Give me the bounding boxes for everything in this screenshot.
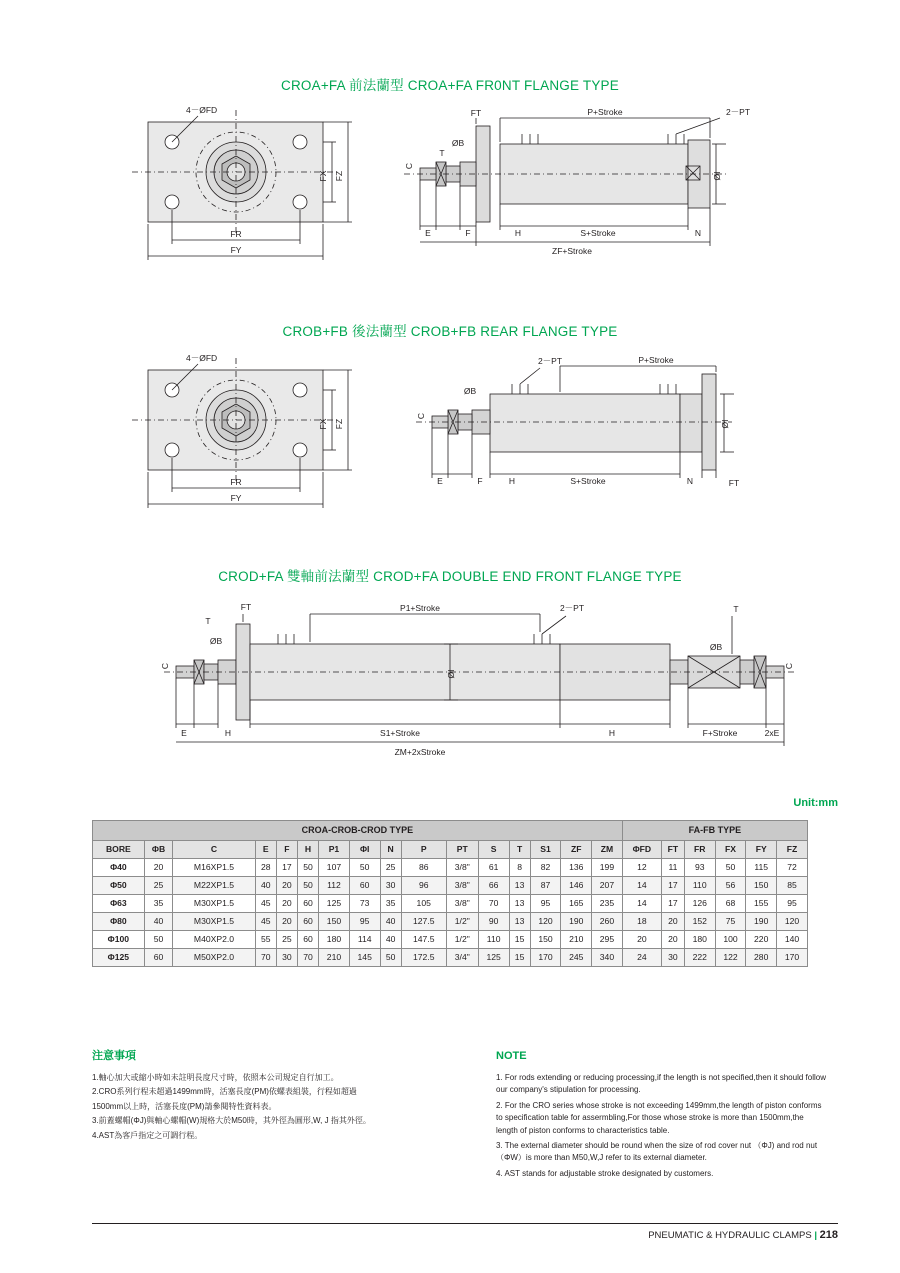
table-cell: Φ80 (93, 913, 145, 931)
col-header: N (380, 841, 401, 859)
table-cell: 60 (297, 913, 318, 931)
table-cell: 170 (530, 949, 561, 967)
table-cell: 95 (530, 895, 561, 913)
svg-text:T: T (733, 604, 739, 614)
table-cell: 1/2" (446, 931, 478, 949)
table-cell: 145 (349, 949, 380, 967)
page-footer (92, 1223, 838, 1241)
svg-text:F+Stroke: F+Stroke (702, 728, 738, 738)
col-header: FT (661, 841, 684, 859)
table-cell: 127.5 (401, 913, 446, 931)
table-cell: 50 (297, 877, 318, 895)
table-cell: 245 (561, 949, 592, 967)
note-line: 2.CRO系列行程未超過1499mm時，活塞長度(PM)依螺表組裝，行程如超過 (92, 1087, 357, 1097)
table-cell: 125 (478, 949, 509, 967)
table-cell: 20 (622, 931, 661, 949)
table-cell: Φ100 (93, 931, 145, 949)
table-cell: 50 (297, 859, 318, 877)
table-cell: M40XP2.0 (173, 931, 255, 949)
svg-text:FZ: FZ (334, 418, 344, 430)
table-cell: 17 (276, 859, 297, 877)
svg-text:F: F (477, 476, 483, 486)
col-header: C (173, 841, 255, 859)
table-header-row (93, 841, 808, 859)
table-cell: 61 (478, 859, 509, 877)
drawing-crob-fb (120, 352, 820, 517)
svg-text:ØB: ØB (209, 636, 223, 646)
table-cell: M30XP1.5 (173, 895, 255, 913)
svg-text:2－PT: 2－PT (725, 107, 751, 117)
table-cell: 114 (349, 931, 380, 949)
table-cell: 146 (561, 877, 592, 895)
unit-label: Unit:mm (793, 797, 838, 809)
notes-english (496, 1048, 826, 1183)
svg-text:ØB: ØB (463, 386, 477, 396)
svg-text:2－PT: 2－PT (537, 356, 563, 366)
table-cell: 35 (380, 895, 401, 913)
table-cell: 20 (276, 913, 297, 931)
table-cell: 14 (622, 895, 661, 913)
table-cell: 280 (746, 949, 777, 967)
note-line: 1500mm以上時，活塞長度(PM)請參閱特性資料表。 (92, 1101, 277, 1111)
table-cell: 15 (509, 949, 530, 967)
table-row (93, 949, 808, 967)
col-header: S1 (530, 841, 561, 859)
table-cell: 3/8" (446, 895, 478, 913)
col-header: PT (446, 841, 478, 859)
svg-text:H: H (608, 728, 616, 738)
drawing-croa-fa (120, 104, 820, 279)
svg-text:ØI: ØI (712, 171, 722, 181)
svg-text:FX: FX (318, 418, 328, 430)
table-row (93, 913, 808, 931)
note-line: 1.軸心加大或縮小時如未註明長度尺寸時，依照本公司規定自行加工。 (92, 1073, 339, 1083)
svg-text:P1+Stroke: P1+Stroke (400, 603, 440, 613)
table-cell: 60 (144, 949, 173, 967)
table-cell: 207 (592, 877, 623, 895)
svg-text:ZM+2xStroke: ZM+2xStroke (394, 747, 446, 757)
table-cell: 210 (319, 949, 350, 967)
svg-text:N: N (694, 228, 702, 238)
table-cell: 20 (276, 877, 297, 895)
svg-text:FT: FT (728, 478, 740, 488)
table-cell: 25 (144, 877, 173, 895)
table-cell: 140 (777, 931, 808, 949)
table-cell: Φ125 (93, 949, 145, 967)
table-cell: 90 (478, 913, 509, 931)
table-cell: 17 (661, 895, 684, 913)
svg-text:T: T (205, 616, 211, 626)
svg-text:FR: FR (230, 229, 242, 239)
table-cell: 180 (684, 931, 715, 949)
table-cell: 20 (661, 913, 684, 931)
table-row (93, 931, 808, 949)
col-header: FR (684, 841, 715, 859)
table-cell: 18 (622, 913, 661, 931)
col-header: FZ (777, 841, 808, 859)
table-cell: 110 (684, 877, 715, 895)
table-cell: 11 (661, 859, 684, 877)
footer-text: PNEUMATIC & HYDRAULIC CLAMPS (648, 1230, 812, 1241)
table-cell: 87 (530, 877, 561, 895)
table-cell: 45 (255, 895, 276, 913)
svg-text:FZ: FZ (334, 170, 344, 182)
table-cell: 40 (380, 931, 401, 949)
table-cell: 13 (509, 877, 530, 895)
svg-text:4－ØFD: 4－ØFD (186, 105, 218, 115)
table-cell: 120 (530, 913, 561, 931)
svg-text:FR: FR (230, 477, 242, 487)
table-cell: 120 (777, 913, 808, 931)
table-cell: 190 (561, 913, 592, 931)
table-cell: 1/2" (446, 913, 478, 931)
col-header: H (297, 841, 318, 859)
table-cell: 126 (684, 895, 715, 913)
svg-text:S+Stroke: S+Stroke (580, 228, 616, 238)
table-group-header-row (93, 821, 808, 841)
table-cell: 93 (684, 859, 715, 877)
table-cell: 107 (319, 859, 350, 877)
svg-text:ZF+Stroke: ZF+Stroke (552, 246, 592, 256)
table-cell: Φ63 (93, 895, 145, 913)
svg-text:E: E (181, 728, 187, 738)
table-cell: 172.5 (401, 949, 446, 967)
table-cell: 20 (144, 859, 173, 877)
table-cell: 125 (319, 895, 350, 913)
table-cell: M22XP1.5 (173, 877, 255, 895)
table-cell: 110 (478, 931, 509, 949)
svg-text:E: E (425, 228, 431, 238)
svg-text:P+Stroke: P+Stroke (587, 107, 623, 117)
col-header: P1 (319, 841, 350, 859)
table-cell: M16XP1.5 (173, 859, 255, 877)
drawing-crod-fa (120, 598, 820, 763)
section-title-croa-fa: CROA+FA 前法蘭型 CROA+FA FR0NT FLANGE TYPE (281, 78, 619, 93)
svg-text:FY: FY (230, 245, 242, 255)
col-header: ZM (592, 841, 623, 859)
page-number: 218 (819, 1229, 838, 1241)
table-cell: M50XP2.0 (173, 949, 255, 967)
svg-text:ØB: ØB (451, 138, 465, 148)
note-line: 4. AST stands for adjustable stroke designated by customers. (496, 1168, 714, 1178)
table-cell: 180 (319, 931, 350, 949)
table-cell: 295 (592, 931, 623, 949)
table-cell: 150 (530, 931, 561, 949)
svg-text:ØI: ØI (720, 419, 730, 429)
group-header-cell: CROA-CROB-CROD TYPE (93, 821, 623, 841)
table-cell: Φ40 (93, 859, 145, 877)
table-cell: 50 (380, 949, 401, 967)
table-cell: 45 (255, 913, 276, 931)
svg-text:S+Stroke: S+Stroke (570, 476, 606, 486)
svg-text:FY: FY (230, 493, 242, 503)
svg-text:FT: FT (240, 602, 252, 612)
table-cell: 3/4" (446, 949, 478, 967)
note-line: 3. The external diameter should be round when the size of rod cover nut （ΦJ) and rod nut （ΦW）is more than M50,W,J refer to its external diameter. (496, 1141, 818, 1163)
notes-chinese-title: 注意事項 (92, 1050, 136, 1062)
table-cell: 210 (561, 931, 592, 949)
table-cell: 40 (255, 877, 276, 895)
col-header: FY (746, 841, 777, 859)
table-cell: 73 (349, 895, 380, 913)
table-cell: 85 (777, 877, 808, 895)
table-cell: 86 (401, 859, 446, 877)
col-header: P (401, 841, 446, 859)
svg-text:F: F (465, 228, 471, 238)
table-row (93, 895, 808, 913)
table-cell: 136 (561, 859, 592, 877)
table-cell: 50 (349, 859, 380, 877)
table-row (93, 859, 808, 877)
col-header: FX (715, 841, 746, 859)
svg-text:H: H (224, 728, 232, 738)
svg-text:FT: FT (470, 108, 482, 118)
table-cell: 147.5 (401, 931, 446, 949)
col-header: S (478, 841, 509, 859)
table-cell: 70 (478, 895, 509, 913)
table-cell: 40 (380, 913, 401, 931)
table-cell: 235 (592, 895, 623, 913)
spec-table-wrap (92, 820, 808, 967)
spec-table (92, 820, 808, 967)
table-cell: 60 (297, 931, 318, 949)
table-cell: 20 (661, 931, 684, 949)
table-cell: 82 (530, 859, 561, 877)
table-cell: 50 (715, 859, 746, 877)
col-header: BORE (93, 841, 145, 859)
table-cell: 152 (684, 913, 715, 931)
note-line: 3.前蓋螺帽(ΦJ)與軸心螺帽(W)規格大於M50時，其外徑為圓形,W, J 指其外徑。 (92, 1116, 371, 1126)
table-cell: 340 (592, 949, 623, 967)
table-cell: 30 (380, 877, 401, 895)
table-cell: 3/8" (446, 877, 478, 895)
svg-text:FX: FX (318, 170, 328, 182)
table-cell: 70 (255, 949, 276, 967)
table-cell: 50 (144, 931, 173, 949)
table-cell: 3/8" (446, 859, 478, 877)
section-title-crob-fb: CROB+FB 後法蘭型 CROB+FB REAR FLANGE TYPE (282, 324, 618, 339)
table-body (93, 859, 808, 967)
svg-text:C: C (404, 162, 414, 170)
table-cell: 199 (592, 859, 623, 877)
svg-text:P+Stroke: P+Stroke (638, 355, 674, 365)
table-cell: 8 (509, 859, 530, 877)
svg-text:S1+Stroke: S1+Stroke (380, 728, 420, 738)
col-header: F (276, 841, 297, 859)
table-cell: 96 (401, 877, 446, 895)
table-cell: 13 (509, 913, 530, 931)
table-cell: 35 (144, 895, 173, 913)
table-cell: 20 (276, 895, 297, 913)
svg-text:C: C (784, 662, 794, 670)
svg-text:C: C (160, 662, 170, 670)
note-line: 1. For rods extending or reducing processing,if the length is not specified,then it should follow our company's stipulation for processing. (496, 1073, 826, 1095)
table-cell: 105 (401, 895, 446, 913)
table-cell: 260 (592, 913, 623, 931)
svg-text:H: H (508, 476, 516, 486)
table-cell: 15 (509, 931, 530, 949)
table-cell: 17 (661, 877, 684, 895)
section-title-crod-fa: CROD+FA 雙軸前法蘭型 CROD+FA DOUBLE END FRONT FLANGE TYPE (218, 569, 682, 584)
table-cell: 95 (777, 895, 808, 913)
col-header: ΦB (144, 841, 173, 859)
table-cell: 75 (715, 913, 746, 931)
table-cell: 170 (777, 949, 808, 967)
table-cell: 190 (746, 913, 777, 931)
footer-separator: | (814, 1230, 817, 1241)
table-cell: Φ50 (93, 877, 145, 895)
table-cell: 28 (255, 859, 276, 877)
svg-text:E: E (437, 476, 443, 486)
svg-text:C: C (416, 412, 426, 420)
table-cell: 40 (144, 913, 173, 931)
table-cell: 112 (319, 877, 350, 895)
table-cell: 222 (684, 949, 715, 967)
table-cell: 55 (255, 931, 276, 949)
table-cell: 14 (622, 877, 661, 895)
group-header-cell: FA-FB TYPE (622, 821, 807, 841)
table-cell: 24 (622, 949, 661, 967)
svg-text:2xE: 2xE (764, 728, 780, 738)
col-header: T (509, 841, 530, 859)
col-header: E (255, 841, 276, 859)
table-cell: 72 (777, 859, 808, 877)
table-cell: 115 (746, 859, 777, 877)
svg-text:ØI: ØI (446, 669, 456, 679)
table-cell: 25 (380, 859, 401, 877)
svg-text:2－PT: 2－PT (559, 603, 585, 613)
notes-chinese (92, 1048, 422, 1144)
table-cell: 220 (746, 931, 777, 949)
svg-text:H: H (514, 228, 522, 238)
table-cell: 70 (297, 949, 318, 967)
svg-text:N: N (686, 476, 694, 486)
svg-text:T: T (439, 148, 445, 158)
table-cell: 95 (349, 913, 380, 931)
table-cell: 25 (276, 931, 297, 949)
table-cell: 68 (715, 895, 746, 913)
table-cell: 150 (319, 913, 350, 931)
note-line: 2. For the CRO series whose stroke is not exceeding 1499mm,the length of piston conforms to specification table for assermbling,For those whose stroke is more than 1500mm,the length of piston conforms to characteristics table. (496, 1100, 822, 1135)
table-cell: 60 (297, 895, 318, 913)
svg-text:ØB: ØB (709, 642, 723, 652)
notes-english-title: NOTE (496, 1050, 527, 1062)
table-cell: 155 (746, 895, 777, 913)
table-cell: 30 (661, 949, 684, 967)
table-cell: 122 (715, 949, 746, 967)
table-cell: 13 (509, 895, 530, 913)
col-header: ΦFD (622, 841, 661, 859)
table-cell: 56 (715, 877, 746, 895)
svg-text:4－ØFD: 4－ØFD (186, 353, 218, 363)
table-cell: 100 (715, 931, 746, 949)
col-header: ZF (561, 841, 592, 859)
col-header: ΦI (349, 841, 380, 859)
table-cell: 60 (349, 877, 380, 895)
table-cell: 30 (276, 949, 297, 967)
note-line: 4.AST為客戶指定之可調行程。 (92, 1130, 203, 1140)
table-cell: 165 (561, 895, 592, 913)
table-row (93, 877, 808, 895)
table-cell: 150 (746, 877, 777, 895)
table-cell: M30XP1.5 (173, 913, 255, 931)
table-cell: 66 (478, 877, 509, 895)
table-cell: 12 (622, 859, 661, 877)
